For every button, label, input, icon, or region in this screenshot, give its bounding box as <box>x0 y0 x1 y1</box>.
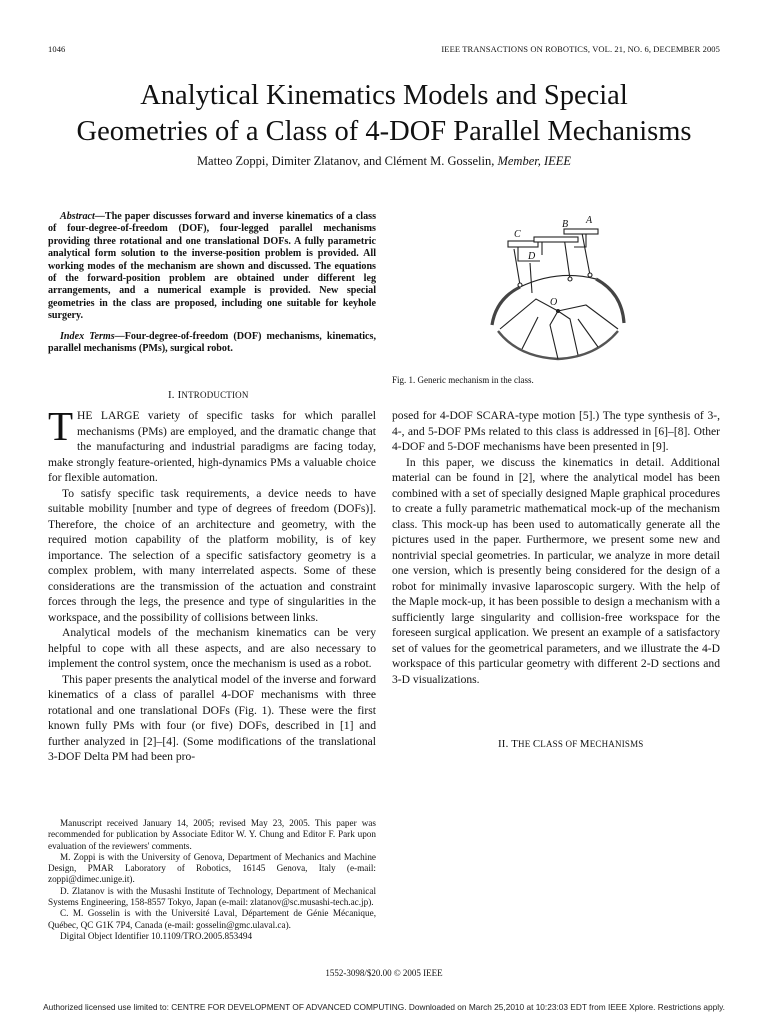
left-column <box>48 403 376 765</box>
mechanism-figure <box>478 207 636 365</box>
intro-paragraph-4: This paper presents the analytical model of the inverse and forward kinematics of a class of parallel 4-DOF mechanisms with three rotational and one translational DOFs (Fig. 1). These were the first known fully PMs with four (or five) DOFs, described in [1] and further analyzed in [2]–[4]. (Some modifications of the translational 3-DOF Delta PM had been pro- <box>48 672 376 763</box>
index-terms <box>48 331 376 356</box>
title-line-1: Analytical Kinematics Models and Special <box>140 80 628 111</box>
abstract-text: —The paper discusses forward and inverse kinematics of a class of four-degree-of-freedom (DOF), four-legged parallel mechanisms providing three rotational and one translational DOFs. A fully parametric analytical form solution to the inverse-position problem is provided. All working modes of the mechanism are shown and discussed. The equations of the forward-position problem are obtained under different leg arrangements, and a numerical example is provided. New special geometries in the class are proposed, including one suitable for keyhole surgery. <box>48 211 376 322</box>
drop-cap: T <box>48 403 74 449</box>
journal-header: IEEE TRANSACTIONS ON ROBOTICS, VOL. 21, NO. 6, DECEMBER 2005 <box>441 44 720 54</box>
author-line <box>0 154 768 169</box>
footnote-doi: Digital Object Identifier 10.1109/TRO.2005.853494 <box>60 930 253 941</box>
right-paragraph-2: In this paper, we discuss the kinematics in detail. Additional material can be found in [2], where the analytical model has been combined with a set of specially designed Maple graphical procedures to create a fully parametric mathematical mock-up of the mechanism class. This mock-up has been used to automatically generate all the pictures used in the paper. Furthermore, we present some new and nontrivial special geometries. In particular, we analyze in more detail one version, which is presently being considered for the design of a robot for minimally invasive laparoscopic surgery. With the help of the Maple mock-up, it has been possible to design a mechanism with a sufficiently large singularity and collision-free workspace for the foreseen surgical application. We present an example of a satisfactory set of values for the geometrical parameters, and we illustrate the 4-D workspace of this particular geometry with different 2-D sections and 3-D visualizations. <box>392 455 720 686</box>
author-membership: Member, IEEE <box>497 154 572 168</box>
label-o: O <box>550 297 558 308</box>
label-c: C <box>514 229 521 240</box>
label-b: B <box>562 219 569 230</box>
page-number: 1046 <box>48 44 66 54</box>
section-1-heading: I. INTRODUCTION <box>168 389 249 401</box>
paper-title <box>0 78 768 150</box>
section-2-heading: II. THE CLASS OF MECHANISMS <box>498 738 644 750</box>
footnotes <box>48 818 376 942</box>
right-paragraph-1: posed for 4-DOF SCARA-type motion [5].) The type synthesis of 3-, 4-, and 5-DOF PMs related to this class is addressed in [6]–[8]. Other 4-DOF and 5-DOF mechanisms have been presented in [9]. <box>392 409 720 453</box>
intro-paragraph-1: THE LARGE variety of specific tasks for which parallel mechanisms (PMs) are employed, and the dramatic change that the manufacturing and industrial paradigms are facing today, make strongly feature-oriented, high-dynamics PMs a valuable choice for flexible automation. <box>48 403 376 484</box>
footnote-zlatanov: D. Zlatanov is with the Musashi Institute of Technology, Department of Mechanical Systems Engineering, 158-8557 Tokyo, Japan (e-mail: zlatanov@sc.musashi-tech.ac.jp). <box>48 885 376 908</box>
copyright-footer: 1552-3098/$20.00 © 2005 IEEE <box>325 968 443 978</box>
label-a: A <box>586 215 593 226</box>
intro-paragraph-2: To satisfy specific task requirements, a device needs to have suitable mobility [number and type of degrees of freedom (DOFs)]. Therefore, the choice of an architecture and geometry, with the required motion capability of the platform mobility, is of key importance. The selection of a specific satisfactory geometry is a complex problem, with many interrelated aspects. Some of these considerations are the transmission of the actuation and constraint forces through the legs, the presence and type of singularities in the workspace, and the possibility of collisions between links. <box>48 486 376 624</box>
index-terms-text: —Four-degree-of-freedom (DOF) mechanisms, kinematics, parallel mechanisms (PMs), surgical robot. <box>48 330 376 355</box>
authorized-use-notice: Authorized licensed use limited to: CENTRE FOR DEVELOPMENT OF ADVANCED COMPUTING. Downloaded on March 25,2010 at 10:23:03 EDT from IEEE Xplore. Restrictions apply. <box>43 1002 725 1012</box>
abstract-paragraph <box>48 211 376 323</box>
footnote-manuscript: Manuscript received January 14, 2005; revised May 23, 2005. This paper was recommended for publication by Associate Editor W. Y. Chung and Editor F. Park upon evaluation of the reviewers' comments. <box>48 818 376 851</box>
right-column <box>392 408 720 687</box>
author-names: Matteo Zoppi, Dimiter Zlatanov, and Clément M. Gosselin, <box>196 154 495 168</box>
index-terms-label: Index Terms <box>60 330 115 342</box>
footnote-gosselin: C. M. Gosselin is with the Université Laval, Département de Génie Mécanique, Québec, QC G1K 7P4, Canada (e-mail: gosselin@gmc.ulaval.ca). <box>48 908 376 930</box>
intro-paragraph-3: Analytical models of the mechanism kinematics can be very helpful to cope with all these aspects, and are also necessary to implement the control system, once the mechanism is used as a robot. <box>48 626 376 670</box>
label-d: D <box>528 251 536 262</box>
title-line-2: Geometries of a Class of 4-DOF Parallel Mechanisms <box>76 116 692 147</box>
abstract-label: Abstract <box>60 211 95 222</box>
abstract <box>48 211 376 355</box>
footnote-zoppi: M. Zoppi is with the University of Genova, Department of Mechanics and Machine Design, PMAR Laboratory of Robotics, 16145 Genova, Italy (e-mail: zoppi@dimec.unige.it). <box>48 851 376 885</box>
figure-caption: Fig. 1. Generic mechanism in the class. <box>392 375 534 385</box>
